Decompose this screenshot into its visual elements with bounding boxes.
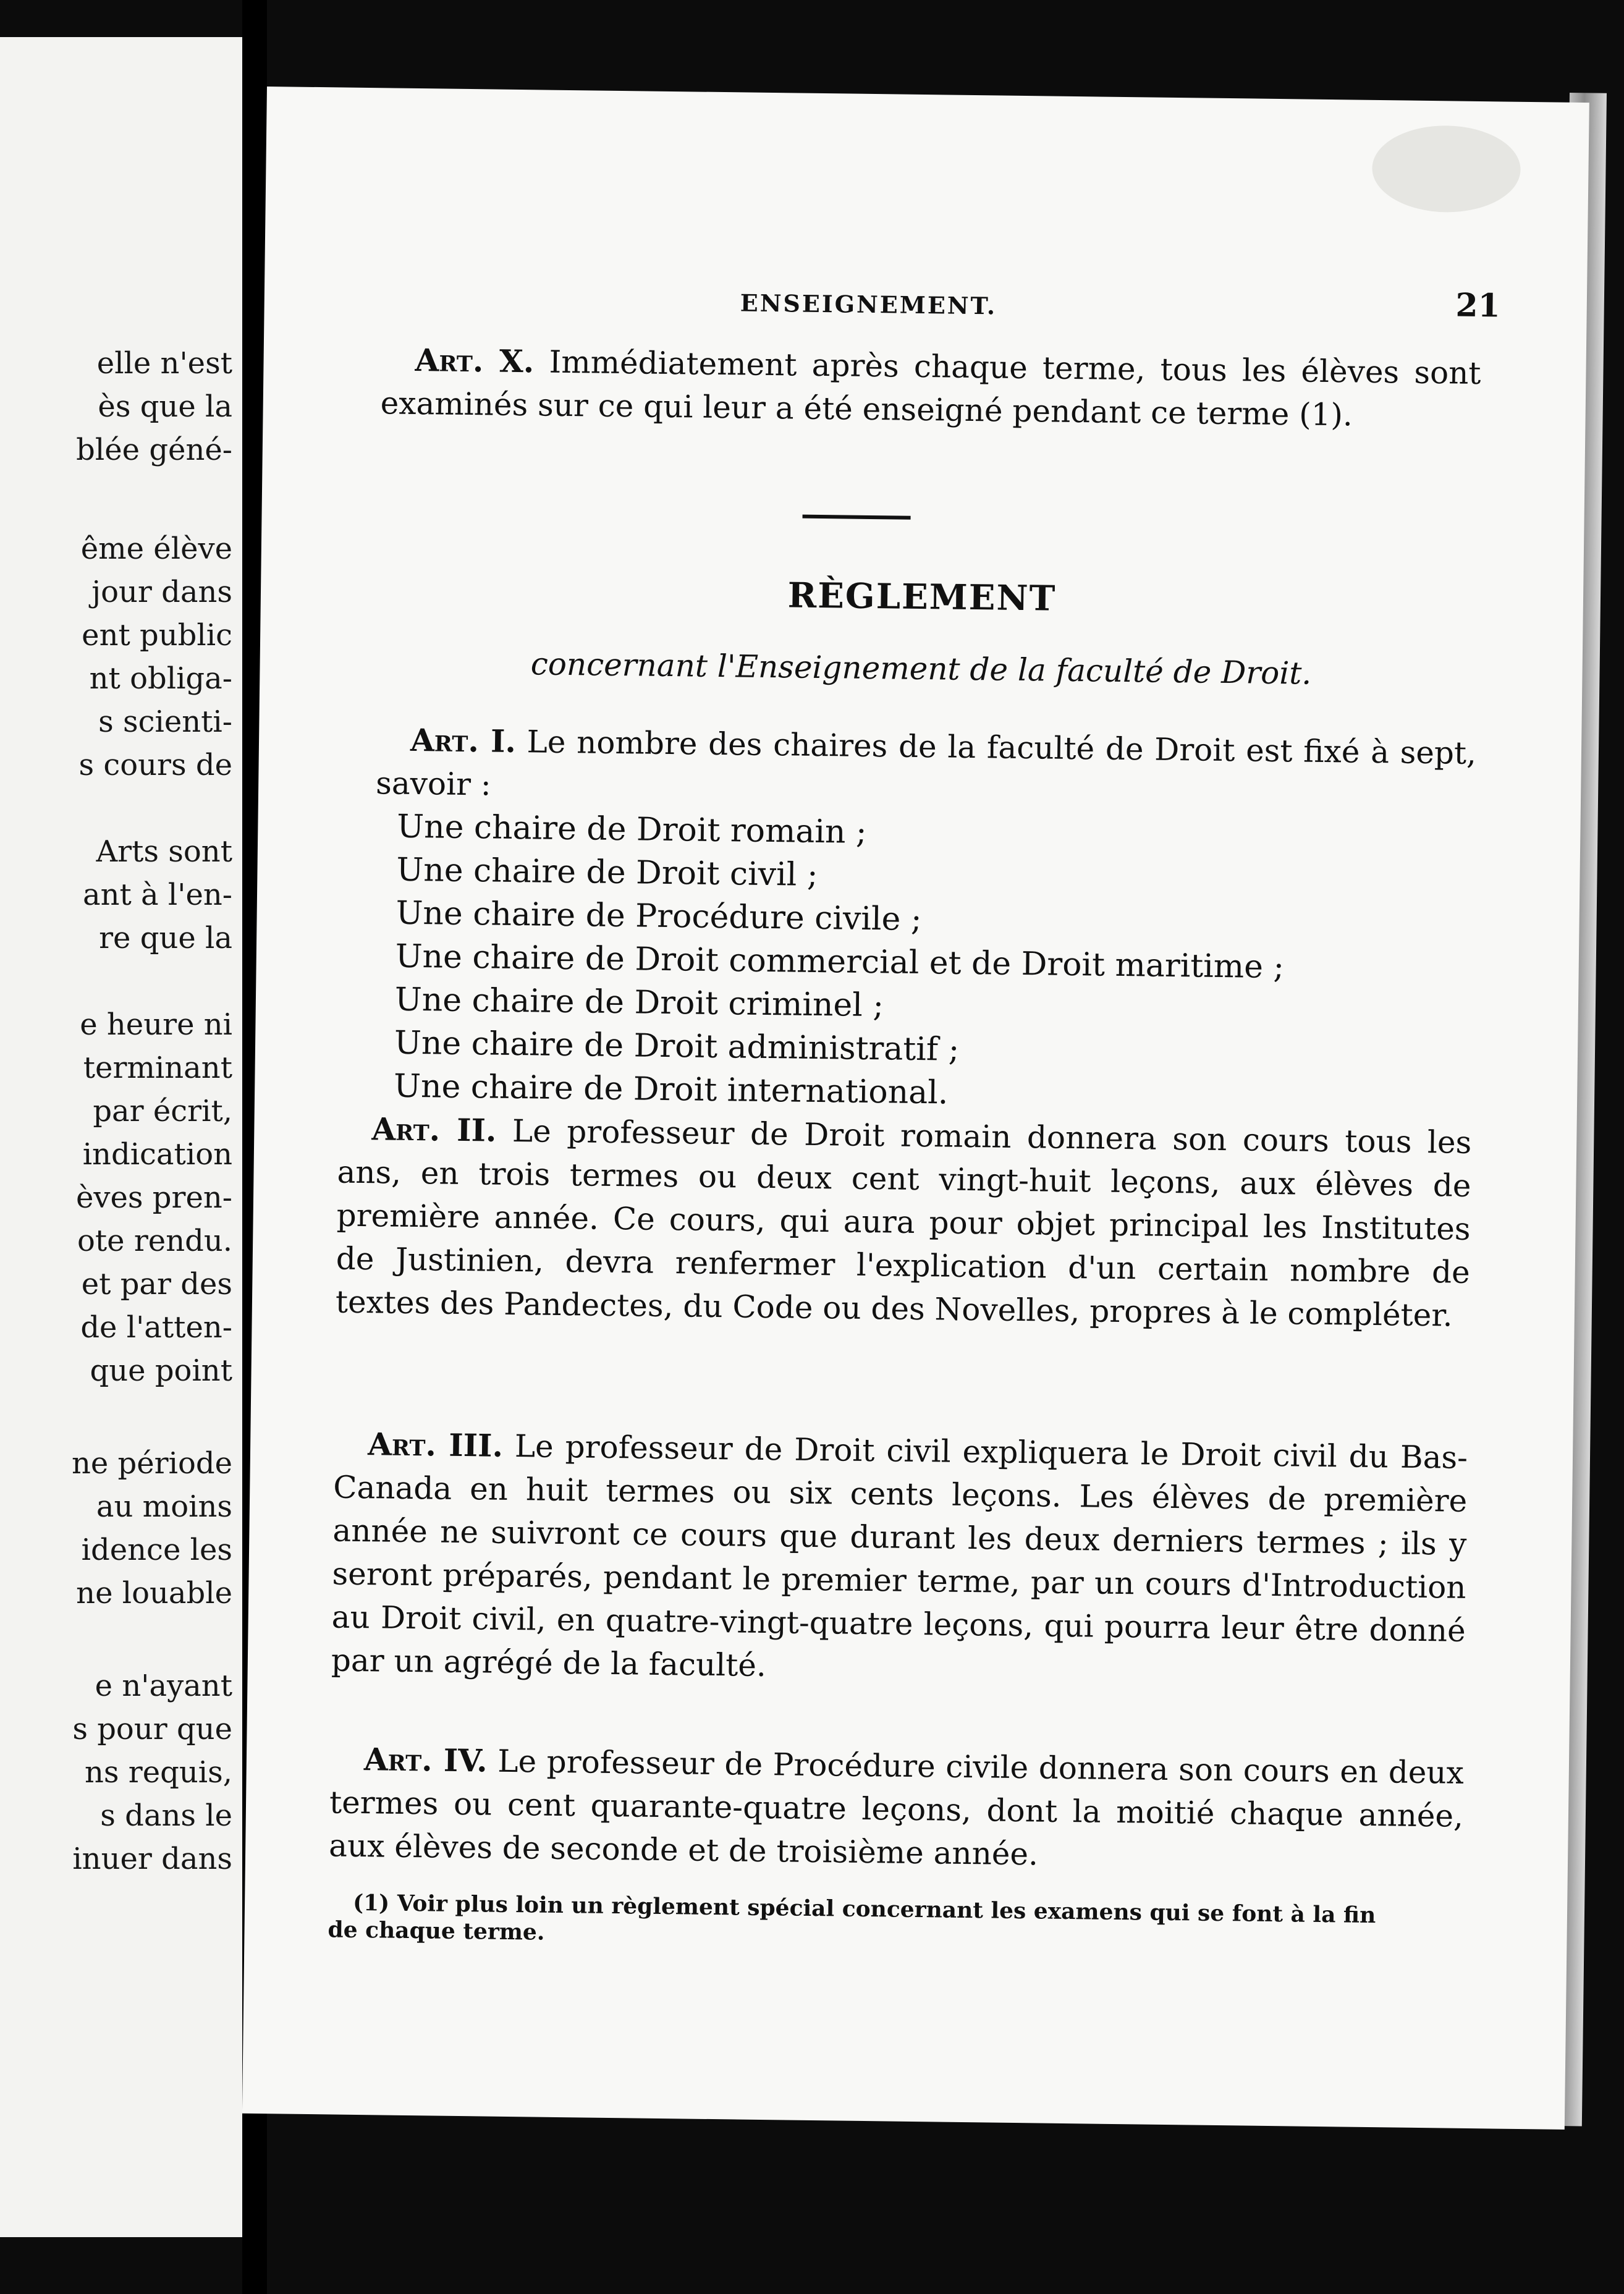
footnote-marker: (1)	[352, 1889, 390, 1916]
article-text: Le professeur de Droit civil expliquera le Droit civil du Bas-Canada en huit termes ou six cents leçons. Les élèves de première année ne suivront ce cours que durant les deux derniers termes ; ils y seront préparés, pendant le premier terme, par un cours d'Introduction au Droit civil, en quatre-vingt-quatre leçons, qui pourra leur être donné par un agrégé de la faculté.	[331, 1428, 1468, 1684]
left-page-line: ant à l'en-	[82, 878, 232, 912]
left-page-line: elle n'est	[96, 346, 232, 381]
article-label: Art. III.	[367, 1426, 504, 1464]
left-page-line: ent public	[82, 618, 232, 653]
article-label: Art. IV.	[363, 1741, 488, 1779]
running-head: ENSEIGNEMENT.	[740, 289, 997, 320]
left-page-line: ne période	[71, 1446, 232, 1481]
article-label: Art. II.	[371, 1111, 497, 1149]
article-iv	[329, 1737, 1464, 1881]
reglement-subtitle: concernant l'Enseignement de la faculté de Droit.	[530, 646, 1312, 692]
left-page-line: au moins	[96, 1489, 232, 1524]
list-item: Une chaire de Droit romain ;	[397, 808, 867, 851]
left-page-line: par écrit,	[93, 1094, 232, 1128]
left-page-line: ès que la	[98, 389, 232, 424]
article-text: Le professeur de Droit romain donnera son cours tous les ans, en trois termes ou deux cent vingt-huit leçons, aux élèves de première année. Ce cours, qui aura pour objet principal les Institutes de Justinien, devra renfermer l'explication d'un certain nombre de textes des Pandectes, du Code ou des Novelles, propres à le compléter.	[335, 1112, 1472, 1334]
list-item: Une chaire de Procédure civile ;	[395, 894, 922, 939]
left-page-line: ote rendu.	[77, 1224, 232, 1258]
list-item: Une chaire de Droit international.	[393, 1067, 949, 1112]
left-facing-page	[0, 37, 242, 2237]
left-page-line: terminant	[83, 1051, 232, 1085]
footnote	[328, 1889, 1379, 1956]
left-page-line: re que la	[99, 921, 232, 955]
left-page-line: de l'atten-	[80, 1310, 232, 1345]
left-page-line: èves pren-	[75, 1180, 232, 1215]
chaire-list	[394, 805, 1286, 1119]
left-page-line: s scienti-	[98, 705, 232, 739]
section-rule	[803, 515, 911, 520]
left-page-line: s dans le	[100, 1798, 232, 1833]
article-i	[376, 718, 1477, 818]
page-number: 21	[1455, 286, 1501, 325]
left-page-line: indication	[82, 1137, 232, 1172]
left-page-line: ns requis,	[84, 1755, 232, 1790]
left-page-line: ême élève	[80, 531, 232, 566]
article-x	[380, 338, 1481, 438]
left-page-line: que point	[90, 1353, 232, 1388]
article-text: Immédiatement après chaque terme, tous les élèves sont examinés sur ce qui leur a été enseigné pendant ce terme (1).	[380, 344, 1481, 433]
article-text: Le professeur de Procédure civile donnera son cours en deux termes ou cent quarante-quatre leçons, dont la moitié chaque année, aux élèves de seconde et de troisième année.	[328, 1743, 1465, 1873]
left-page-line: et par des	[81, 1267, 232, 1301]
left-page-line: ne louable	[76, 1576, 232, 1610]
list-item: Une chaire de Droit civil ;	[396, 851, 818, 894]
left-page-line: inuer dans	[72, 1842, 232, 1876]
article-iii	[331, 1422, 1468, 1695]
left-page-line: e n'ayant	[95, 1669, 232, 1703]
article-text: Le nombre des chaires de la faculté de Droit est fixé à sept, savoir :	[375, 724, 1477, 803]
list-item: Une chaire de Droit commercial et de Droit maritime ;	[395, 937, 1285, 986]
reglement-title: RÈGLEMENT	[787, 575, 1057, 619]
list-item: Une chaire de Droit criminel ;	[394, 981, 884, 1025]
left-page-line: s pour que	[72, 1712, 232, 1746]
left-page-line: jour dans	[91, 575, 232, 609]
footnote-text: Voir plus loin un règlement spécial concernant les examens qui se font à la fin de chaque terme.	[328, 1890, 1376, 1945]
right-page	[242, 87, 1589, 2130]
left-page-line: s cours de	[78, 748, 232, 782]
left-page-line: e heure ni	[80, 1007, 232, 1042]
list-item: Une chaire de Droit administratif ;	[394, 1024, 960, 1069]
left-page-line: blée géné-	[76, 433, 232, 467]
paper-smudge	[1372, 125, 1521, 213]
left-page-line: idence les	[81, 1533, 232, 1567]
left-page-line: nt obliga-	[89, 661, 232, 696]
article-label: Art. I.	[410, 721, 517, 760]
left-page-line: Arts sont	[96, 834, 232, 869]
article-ii	[336, 1107, 1472, 1337]
article-label: Art. X.	[415, 341, 535, 380]
